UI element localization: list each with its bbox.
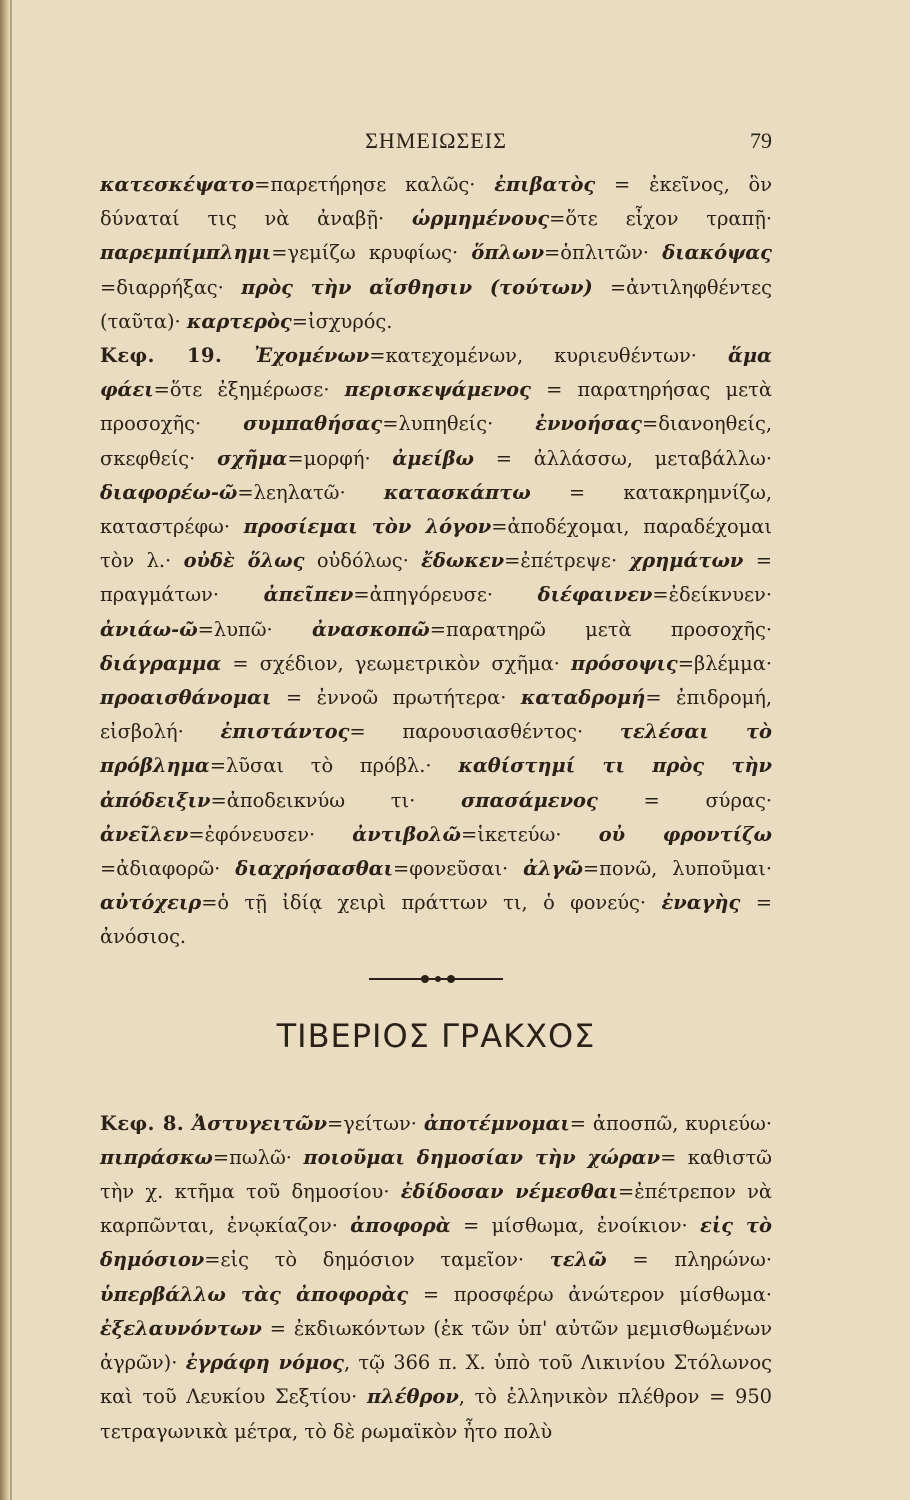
gloss-definition: = ἐκεῖνος, ὃν δύναταί τις νὰ ἀναβῇ·	[100, 173, 773, 231]
gloss-term: καθίστημί τι πρὸς τὴν ἀπόδειξιν	[100, 754, 772, 812]
gloss-definition: =ὅτε ἐξημέρωσε·	[153, 378, 345, 402]
gloss-definition: =λυπηθείς·	[382, 412, 536, 436]
gloss-term: ἐδίδοσαν νέμεσθαι	[400, 1180, 619, 1204]
gloss-term: ἀπεῖπεν	[263, 583, 354, 607]
gloss-term: κατεσκέψατο	[100, 173, 255, 196]
gloss-definition: =ἱκετεύω·	[460, 822, 599, 846]
running-head	[100, 128, 772, 168]
gloss-term: ἀλγῶ	[523, 857, 583, 881]
gloss-definition: =ἐπέτρεψε·	[504, 549, 630, 573]
gloss-term: διαφορέω-ῶ	[100, 480, 238, 504]
gloss-definition: =κατεχομένων, κυριευθέντων·	[369, 344, 728, 368]
gloss-definition: = παρατηρήσας μετὰ προσοχῆς·	[100, 378, 772, 436]
gloss-definition: =ἀντιληφθέντες (ταῦτα)·	[100, 275, 772, 333]
gloss-term: οὐ φροντίζω	[598, 822, 773, 846]
gloss-term: οὐδὲ ὅλως	[183, 549, 305, 573]
gloss-term: ἔδωκεν	[421, 549, 505, 573]
gloss-term: καρτερὸς	[186, 309, 292, 333]
gloss-definition: =ἐδείκνυεν·	[652, 583, 772, 607]
gloss-definition: =παρετήρησε καλῶς·	[254, 173, 495, 196]
gloss-definition: = ἀνόσιος.	[100, 891, 772, 949]
gloss-term: διακόψας	[662, 241, 772, 265]
page-number: 79	[750, 128, 772, 153]
gloss-definition: = πραγμάτων·	[100, 549, 772, 607]
gloss-term: ἀποφορὰ	[350, 1214, 451, 1238]
gloss-term: Ἀστυγειτῶν	[192, 1111, 327, 1135]
gloss-term: κατασκάπτω	[383, 480, 531, 504]
gloss-term: διάγραμμα	[100, 651, 222, 675]
gloss-term: ἀντιβολῶ	[352, 822, 461, 846]
gloss-term: ὅπλων	[471, 241, 545, 265]
gloss-term: πρὸς τὴν αἴσθησιν (τούτων)	[241, 275, 593, 299]
gloss-term: πρόσοψις	[571, 651, 678, 675]
gloss-definition: = προσφέρω ἀνώτερον μίσθωμα·	[408, 1282, 772, 1306]
running-head-title: ΣΗΜΕΙΩΣΕΙΣ	[365, 128, 507, 153]
notes-paragraph-1	[100, 168, 772, 339]
gloss-definition: =διαρρήξας·	[100, 275, 242, 299]
gloss-term: προσίεμαι τὸν λόγον	[243, 515, 492, 539]
gloss-term: πλέθρον	[366, 1385, 459, 1409]
gloss-definition: = ἀποσπῶ, κυριεύω·	[569, 1111, 773, 1135]
gloss-definition: =πωλῶ·	[212, 1145, 304, 1169]
gloss-term: ἐννοήσας	[535, 412, 642, 436]
gloss-term: ἐγράφη νόμος	[185, 1351, 344, 1375]
gloss-term: ἀποτέμνομαι	[423, 1111, 570, 1135]
gloss-term: συμπαθήσας	[243, 412, 383, 436]
gloss-definition: =ὁ τῇ ἰδίᾳ χειρὶ πράττων τι, ὁ φονεύς·	[201, 891, 662, 915]
gloss-definition: =ἀποδεικνύω τι·	[210, 788, 461, 812]
gloss-definition: =μορφή·	[287, 446, 393, 470]
gloss-term: ἐναγὴς	[661, 891, 741, 915]
gloss-definition: = ἐκδιωκόντων (ἐκ τῶν ὑπ' αὐτῶν μεμισθωμένων ἀγρῶν)·	[100, 1316, 772, 1375]
gloss-definition: =ἐπέτρεπον νὰ καρπῶνται, ἐνῳκίαζον·	[100, 1180, 773, 1238]
gloss-term: περισκεψάμενος	[344, 378, 531, 402]
gloss-definition: , τὸ ἑλληνικὸν πλέθρον = 950 τετραγωνικὰ μέτρα, τὸ δὲ ρωμαϊκὸν ἦτο πολὺ	[100, 1385, 772, 1443]
gloss-definition: =πονῶ, λυποῦμαι·	[582, 857, 772, 881]
gloss-definition: =ὅτε εἶχον τραπῇ·	[549, 207, 772, 231]
gloss-term: ὡρμημένους	[411, 207, 550, 231]
gloss-term: εἰς τὸ δημόσιον	[100, 1214, 772, 1272]
ornament-dot	[421, 975, 429, 983]
notes-paragraph-chapter-19	[100, 339, 772, 955]
gloss-term: Ἐχομένων	[254, 344, 370, 368]
gloss-term: ἀμείβω	[392, 446, 474, 470]
gloss-term: ἀνεῖλεν	[100, 822, 189, 846]
gloss-term: παρεμπίμπλημι	[100, 241, 272, 265]
gloss-term: διέφαινεν	[537, 583, 653, 607]
gloss-definition: =λυπῶ·	[197, 617, 312, 641]
gloss-definition: =λεηλατῶ·	[237, 480, 384, 504]
gloss-term: προαισθάνομαι	[100, 686, 272, 710]
gloss-definition: = ἐννοῶ πρωτήτερα·	[271, 686, 521, 710]
gloss-definition: = σύρας·	[597, 788, 772, 812]
gloss-term: καταδρομή	[520, 686, 646, 710]
gloss-term: ἅμα φάει	[100, 344, 772, 402]
gloss-definition: = ἀλλάσσω, μεταβάλλω·	[473, 446, 772, 470]
page-edge	[0, 0, 10, 1500]
gloss-definition: οὐδόλως·	[304, 549, 422, 573]
gloss-definition: =παρατηρῶ μετὰ προσοχῆς·	[429, 617, 772, 641]
gloss-definition: =γείτων·	[326, 1111, 424, 1135]
binding-line	[10, 0, 12, 1500]
gloss-definition: =γεμίζω κρυφίως·	[271, 241, 472, 265]
gloss-definition: =λῦσαι τὸ πρόβλ.·	[209, 754, 459, 778]
gloss-term: χρημάτων	[629, 549, 744, 573]
gloss-term: σπασάμενος	[460, 788, 598, 812]
ornament-dot	[435, 976, 441, 982]
gloss-definition: =ἐφόνευσεν·	[188, 822, 353, 846]
chapter-marker: Κεφ. 8.	[100, 1111, 193, 1135]
gloss-term: ἀνιάω-ῶ	[100, 617, 198, 641]
gloss-term: ἐξελαυνόντων	[100, 1316, 262, 1340]
gloss-definition: , τῷ 366 π. Χ. ὑπὸ τοῦ Λικινίου Στόλωνος καὶ τοῦ Λευκίου Σεξτίου·	[100, 1351, 772, 1409]
gloss-definition: =ἀδιαφορῶ·	[100, 857, 236, 881]
gloss-definition: =ἀποδέχομαι, παραδέχομαι τὸν λ.·	[100, 515, 772, 573]
gloss-definition: = καθιστῶ τὴν χ. κτῆμα τοῦ δημοσίου·	[100, 1145, 772, 1204]
gloss-term: ἐπιβατὸς	[494, 173, 596, 196]
gloss-definition: =ἀπηγόρευσε·	[353, 583, 538, 607]
gloss-term: ποιοῦμαι δημοσίαν τὴν χώραν	[303, 1145, 661, 1169]
gloss-definition: =διανοηθείς, σκεφθείς·	[100, 412, 772, 470]
gloss-definition: =βλέμμα·	[677, 651, 772, 675]
gloss-definition: = πληρώνω·	[606, 1248, 772, 1272]
gloss-term: πιπράσκω	[100, 1145, 213, 1169]
gloss-definition: =ὁπλιτῶν·	[544, 241, 663, 265]
section-ornament	[369, 975, 503, 983]
gloss-definition: =φονεῦσαι·	[393, 857, 524, 881]
gloss-definition: = σχέδιον, γεωμετρικὸν σχῆμα·	[221, 651, 572, 675]
gloss-definition: = ἐπιδρομή, εἰσβολή·	[100, 686, 773, 744]
gloss-term: ἀνασκοπῶ	[311, 617, 430, 641]
gloss-definition: = κατακρημνίζω, καταστρέφω·	[100, 480, 772, 539]
notes-paragraph-chapter-8	[100, 1107, 772, 1449]
gloss-term: ὑπερβάλλω τὰς ἀποφορὰς	[100, 1282, 409, 1306]
gloss-definition: =ἰσχυρός.	[291, 309, 393, 333]
section-title: ΤΙΒΕΡΙΟΣ ΓΡΑΚΧΟΣ	[276, 1016, 596, 1055]
gloss-definition: =εἰς τὸ δημόσιον ταμεῖον·	[204, 1248, 550, 1272]
gloss-term: τελέσαι τὸ πρόβλημα	[100, 720, 772, 778]
gloss-definition: = παρουσιασθέντος·	[349, 720, 620, 744]
gloss-term: ἐπιστάντος	[220, 720, 350, 744]
gloss-term: διαχρήσασθαι	[235, 857, 393, 881]
gloss-term: τελῶ	[549, 1248, 607, 1272]
ornament-dot	[447, 975, 455, 983]
gloss-term: αὐτόχειρ	[100, 891, 202, 915]
gloss-definition: = μίσθωμα, ἐνοίκιον·	[450, 1214, 701, 1238]
gloss-term: σχῆμα	[217, 446, 288, 470]
book-page	[100, 128, 772, 1449]
chapter-marker: Κεφ. 19.	[100, 344, 255, 368]
